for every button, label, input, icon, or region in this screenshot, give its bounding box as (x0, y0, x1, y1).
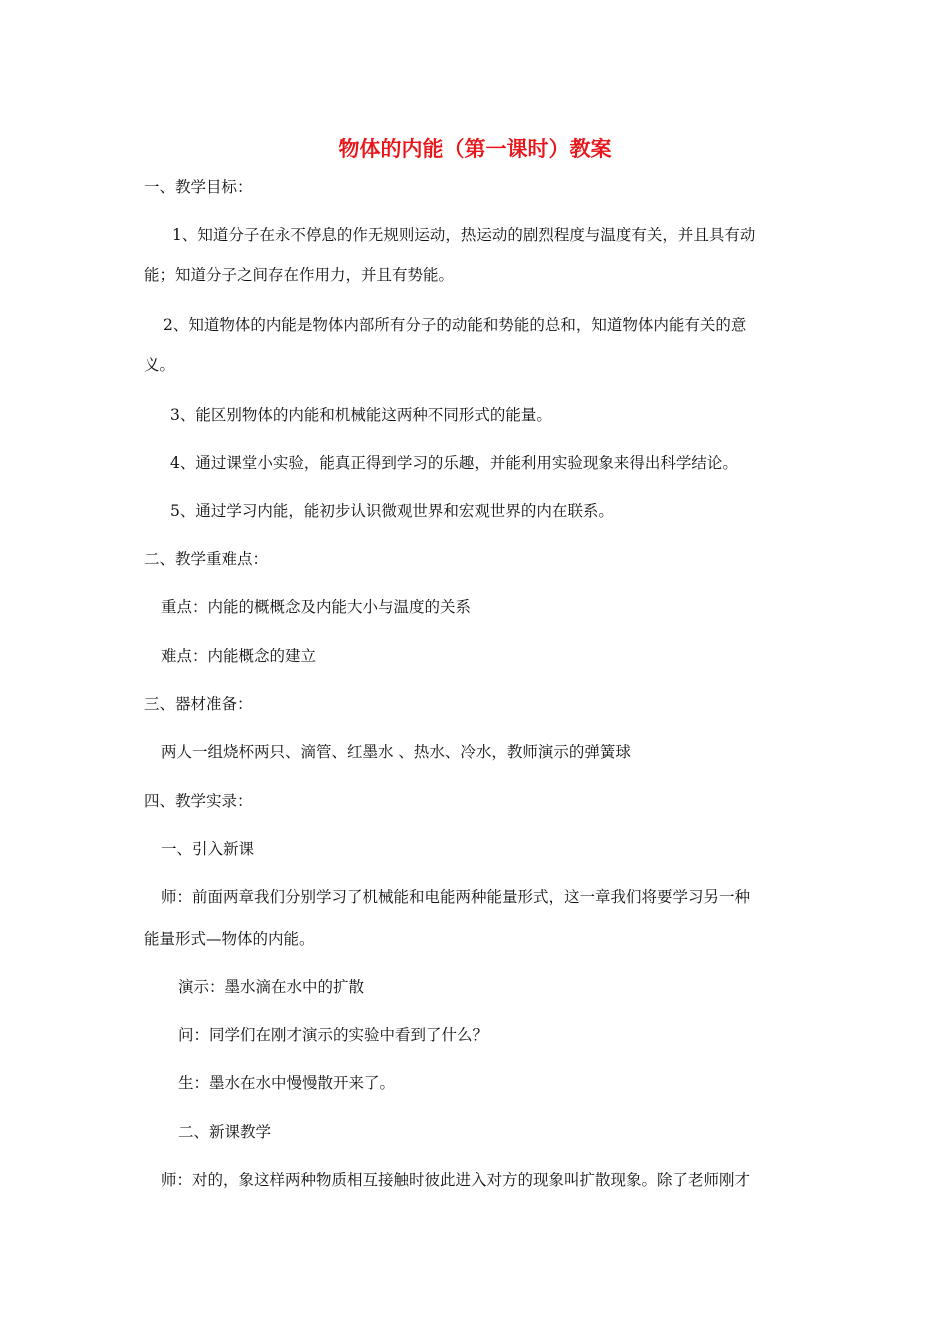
paragraph-line: 师：对的，象这样两种物质相互接触时彼此进入对方的现象叫扩散现象。除了老师刚才 (161, 1171, 751, 1189)
paragraph-line: 难点：内能概念的建立 (161, 647, 317, 665)
subsection-heading: 二、新课教学 (178, 1123, 272, 1141)
paragraph-line: 生：墨水在水中慢慢散开来了。 (178, 1074, 396, 1092)
section-heading-objectives: 一、教学目标： (144, 178, 253, 196)
paragraph-line: 演示：墨水滴在水中的扩散 (178, 978, 365, 996)
paragraph-line: 4、通过课堂小实验，能真正得到学习的乐趣，并能利用实验现象来得出科学结论。 (170, 454, 738, 472)
paragraph-line: 师：前面两章我们分别学习了机械能和电能两种能量形式，这一章我们将要学习另一种 (161, 888, 751, 906)
paragraph-line: 5、通过学习内能，能初步认识微观世界和宏观世界的内在联系。 (170, 502, 614, 520)
paragraph-line: 能；知道分子之间存在作用力，并且有势能。 (144, 266, 455, 284)
subsection-heading: 一、引入新课 (161, 840, 255, 858)
document-title: 物体的内能（第一课时）教案 (338, 137, 612, 161)
paragraph-line: 两人一组烧杯两只、滴管、红墨水 、热水、冷水，教师演示的弹簧球 (161, 743, 631, 761)
paragraph-line: 义。 (144, 356, 176, 374)
paragraph-line: 问：同学们在刚才演示的实验中看到了什么？ (178, 1026, 489, 1044)
paragraph-line: 能量形式—物体的内能。 (144, 930, 315, 948)
paragraph-line: 3、能区别物体的内能和机械能这两种不同形式的能量。 (170, 406, 552, 424)
paragraph-line: 重点：内能的概概念及内能大小与温度的关系 (161, 598, 472, 616)
section-heading-key-points: 二、教学重难点： (144, 550, 269, 568)
paragraph-line: 2、知道物体的内能是物体内部所有分子的动能和势能的总和，知道物体内能有关的意 (163, 316, 747, 334)
paragraph-line: 1、知道分子在永不停息的作无规则运动，热运动的剧烈程度与温度有关，并且具有动 (172, 226, 756, 244)
section-heading-materials: 三、器材准备： (144, 695, 253, 713)
section-heading-record: 四、教学实录： (144, 792, 253, 810)
